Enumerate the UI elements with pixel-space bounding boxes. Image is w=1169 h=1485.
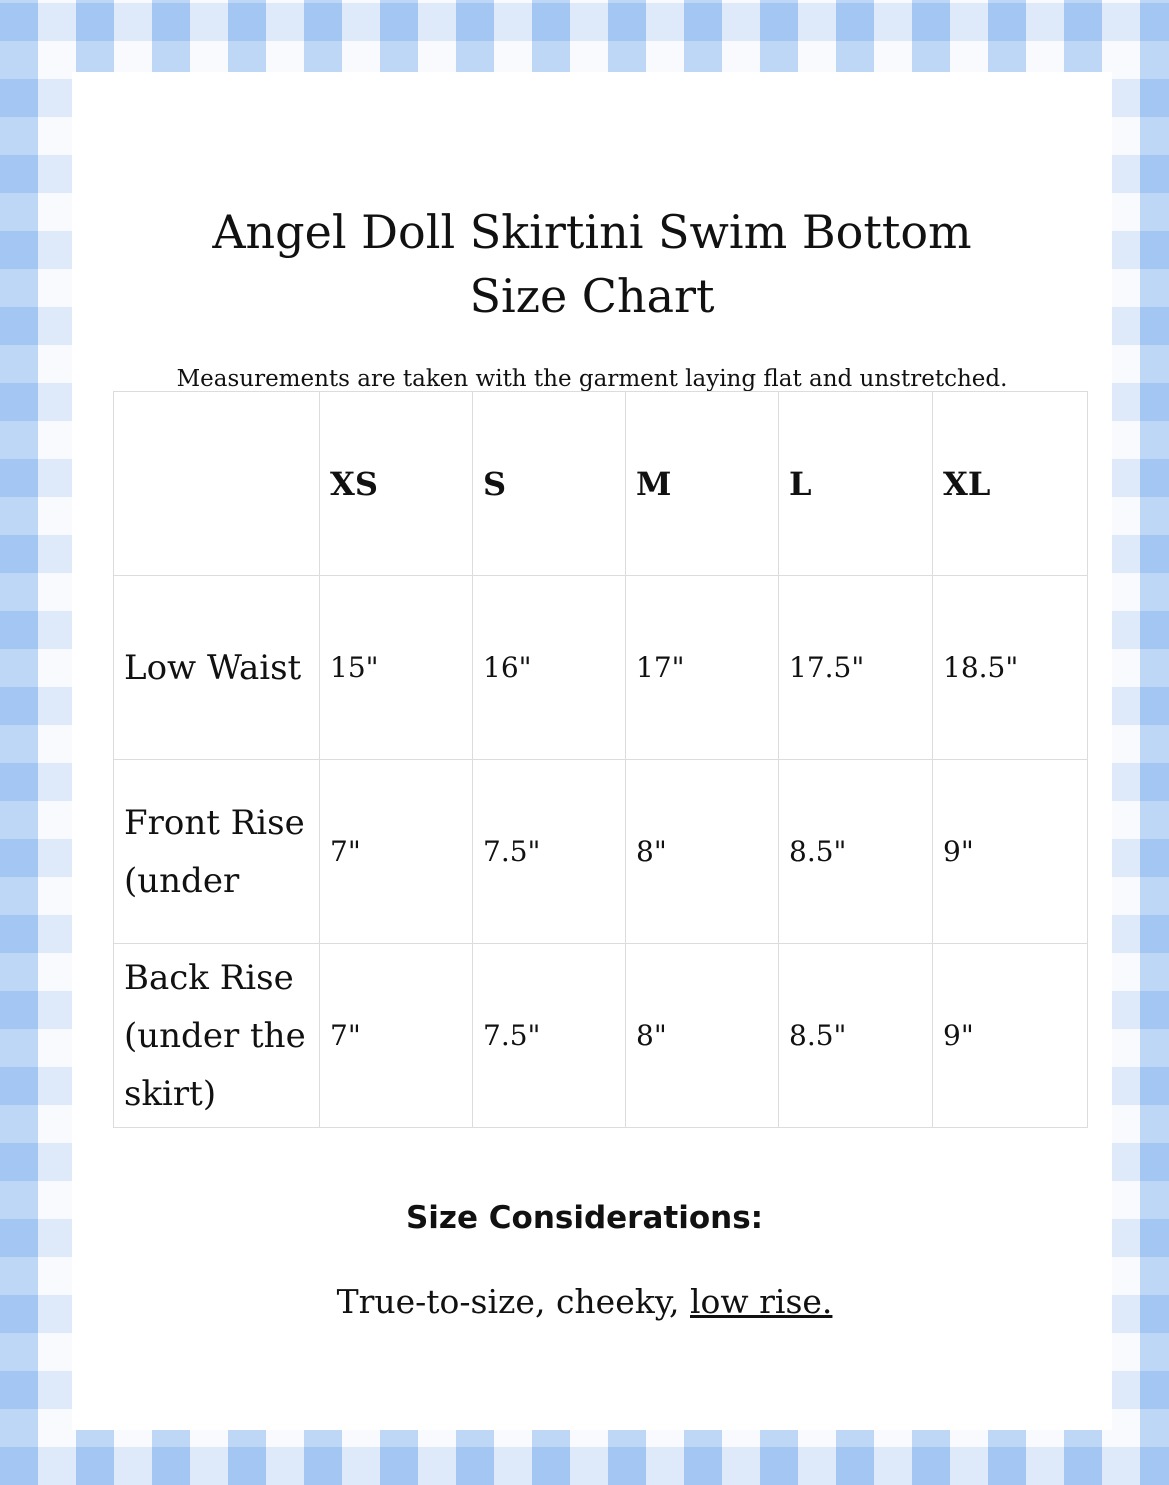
considerations-plain-text: True-to-size, cheeky, <box>336 1282 690 1321</box>
table-cell: 7" <box>320 944 473 1128</box>
table-cell: 8" <box>626 760 779 944</box>
title-line-1: Angel Doll Skirtini Swim Bottom <box>212 205 972 259</box>
table-cell: 8.5" <box>779 944 933 1128</box>
low-rise-link[interactable]: low rise. <box>689 1282 833 1321</box>
header-cell-xl: XL <box>933 392 1088 576</box>
row-label-low-waist: Low Waist <box>114 576 320 760</box>
table-cell: 7.5" <box>473 760 626 944</box>
table-cell: 7.5" <box>473 944 626 1128</box>
measurement-note: Measurements are taken with the garment laying flat and unstretched. <box>176 366 1008 392</box>
table-row-low-waist <box>114 576 1088 760</box>
table-cell: 15" <box>320 576 473 760</box>
row-label-back-rise: Back Rise (under the skirt) <box>114 944 320 1128</box>
table-row-front-rise <box>114 760 1088 944</box>
header-cell-s: S <box>473 392 626 576</box>
header-cell-l: L <box>779 392 933 576</box>
table-cell: 18.5" <box>933 576 1088 760</box>
size-considerations-text <box>0 1282 1169 1321</box>
table-cell: 17.5" <box>779 576 933 760</box>
table-cell: 8" <box>626 944 779 1128</box>
table-cell: 8.5" <box>779 760 933 944</box>
table-header-row <box>114 392 1088 576</box>
table-cell: 17" <box>626 576 779 760</box>
table-cell: 16" <box>473 576 626 760</box>
table-row-back-rise <box>114 944 1088 1128</box>
row-label-front-rise: Front Rise (under <box>114 760 320 944</box>
page-title <box>72 200 1112 328</box>
header-cell-m: M <box>626 392 779 576</box>
table-cell: 9" <box>933 760 1088 944</box>
size-table <box>113 391 1088 1128</box>
title-line-2: Size Chart <box>469 269 715 323</box>
table-cell: 9" <box>933 944 1088 1128</box>
header-cell-empty <box>114 392 320 576</box>
size-considerations-heading: Size Considerations: <box>405 1200 764 1236</box>
header-cell-xs: XS <box>320 392 473 576</box>
table-cell: 7" <box>320 760 473 944</box>
